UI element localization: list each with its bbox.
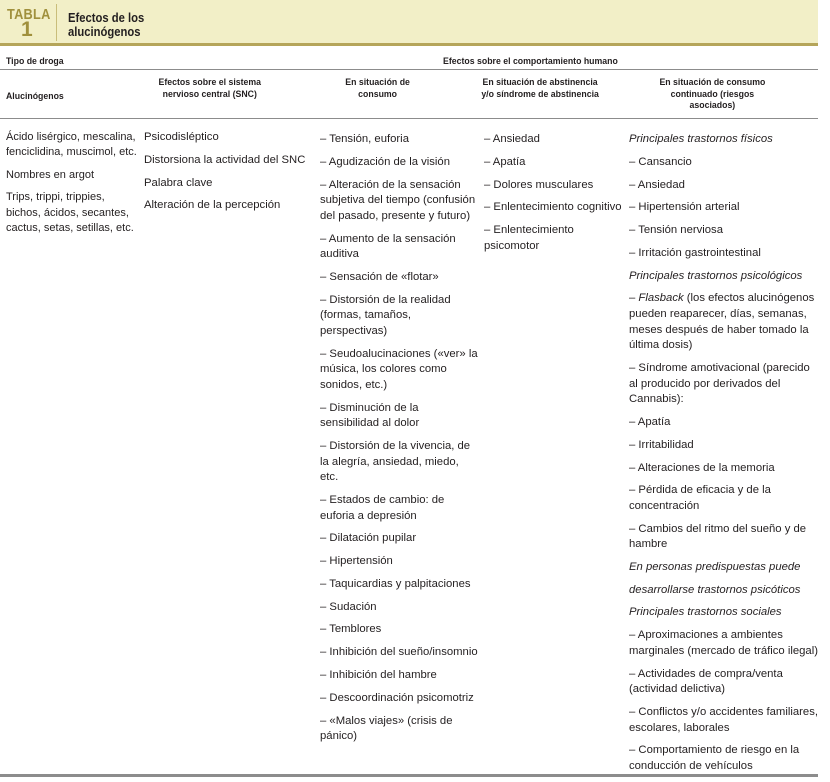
title-divider	[56, 4, 57, 41]
header-snc: Efectos sobre el sistema nervioso central (SNC)	[158, 77, 262, 100]
column-consumo	[320, 132, 478, 752]
list-item: – «Malos viajes» (crisis de pánico)	[320, 714, 453, 743]
table-label: TABLA	[7, 6, 51, 23]
header-alucinogenos: Alucinógenos	[6, 91, 64, 102]
list-item: – Aproximaciones a ambientes marginales (mercado de tráfico ilegal)	[629, 629, 818, 657]
list-item: – Sensación de «flotar»	[320, 270, 439, 283]
list-item: – Agudización de la visión	[320, 155, 451, 168]
list-item: – Distorsión de la realidad (formas, tamaños, perspectivas)	[320, 293, 451, 337]
snc-item: Palabra clave	[144, 176, 213, 189]
list-item: – Apatía	[484, 155, 526, 168]
list-item: – Actividades de compra/venta (actividad delictiva)	[629, 667, 783, 696]
list-item: – Descoordinación psicomotriz	[320, 691, 474, 704]
header-tipo-droga: Tipo de droga	[6, 56, 64, 67]
predispuestas-line-2: desarrollarse trastornos psicóticos	[629, 583, 801, 596]
list-item: – Alteración de la sensación subjetiva del tiempo (confusión del pasado, presente y futuro)	[320, 178, 476, 222]
list-item: – Dolores musculares	[484, 178, 594, 191]
list-item: – Hipertensión	[320, 555, 393, 568]
list-item: – Tensión, euforia	[320, 133, 409, 145]
list-item: – Ansiedad	[629, 178, 685, 191]
header-rule-top	[0, 69, 818, 70]
snc-item: Alteración de la percepción	[144, 199, 281, 212]
list-item: – Estados de cambio: de euforia a depresión	[320, 493, 445, 522]
list-item: – Comportamiento de riesgo en la conducción de vehículos	[629, 744, 800, 772]
sociales-list	[629, 628, 818, 774]
title-band	[0, 0, 818, 45]
header-efectos-comportamiento: Efectos sobre el comportamiento humano	[443, 56, 618, 67]
sociales-heading: Principales trastornos sociales	[629, 606, 782, 619]
list-item: – Taquicardias y palpitaciones	[320, 577, 471, 590]
list-item: – Irritabilidad	[629, 438, 694, 451]
list-item: – Ansiedad	[484, 133, 540, 145]
snc-item: Psicodisléptico	[144, 131, 219, 143]
snc-item: Distorsiona la actividad del SNC	[144, 153, 306, 166]
column-snc	[144, 130, 314, 221]
flasback-term: Flasback	[638, 292, 684, 305]
title-accent-rule	[0, 43, 818, 46]
list-item: – Cambios del ritmo del sueño y de hambre	[629, 522, 807, 551]
list-item: – Distorsión de la vivencia, de la alegría, ansiedad, miedo, etc.	[320, 440, 471, 484]
predispuestas-line-1: En personas predispuestas puede	[629, 561, 801, 574]
table-label-box	[0, 0, 56, 45]
header-continuado: En situación de consumo continuado (riesgos asociados)	[659, 77, 766, 111]
list-item: – Aumento de la sensación auditiva	[320, 232, 456, 261]
psicologicos-list	[629, 361, 818, 553]
table-number: 1	[21, 18, 33, 41]
column-abstinencia	[484, 132, 626, 262]
list-item: – Pérdida de eficacia y de la concentración	[629, 484, 771, 512]
droga-argot-heading: Nombres en argot	[6, 168, 95, 181]
list-item: – Sudación	[320, 600, 377, 613]
column-continuado	[629, 132, 818, 782]
list-item: – Inhibición del hambre	[320, 669, 437, 682]
list-item: – Alteraciones de la memoria	[629, 461, 775, 474]
column-tipo-droga	[6, 130, 140, 243]
droga-argot-names: Trips, trippi, trippies, bichos, ácidos, secantes, cactus, setas, setillas, etc.	[6, 191, 134, 234]
flasback-description: (los efectos alucinógenos pueden reaparecer, días, semanas, meses después de haber tomado la última dosis)	[629, 292, 815, 352]
list-item: – Síndrome amotivacional (parecido al producido por derivados del Cannabis):	[629, 362, 810, 406]
header-consumo: En situación de consumo	[345, 77, 410, 100]
list-item: – Enlentecimiento cognitivo	[484, 201, 622, 214]
fisicos-heading: Principales trastornos físicos	[629, 133, 773, 145]
header-rule-bottom	[0, 118, 818, 119]
list-item: – Irritación gastrointestinal	[629, 246, 761, 259]
list-item: – Inhibición del sueño/insomnio	[320, 646, 478, 659]
fisicos-list	[629, 155, 818, 262]
list-item: – Hipertensión arterial	[629, 201, 740, 214]
list-item: – Tensión nerviosa	[629, 224, 723, 237]
list-item: – Cansancio	[629, 155, 692, 168]
table-title: Efectos de los alucinógenos	[68, 11, 145, 39]
list-item: – Disminución de la sensibilidad al dolor	[320, 401, 420, 430]
psicologicos-heading: Principales trastornos psicológicos	[629, 269, 803, 282]
header-abstinencia: En situación de abstinencia y/o síndrome de abstinencia	[481, 77, 599, 100]
list-item: – Conflictos y/o accidentes familiares, escolares, laborales	[629, 706, 818, 734]
droga-examples: Ácido lisérgico, mescalina, fenciclidina, muscimol, etc.	[6, 131, 137, 159]
list-item: – Apatía	[629, 416, 671, 428]
flasback-item: – Flasback (los efectos alucinógenos pueden reaparecer, días, semanas, meses después de haber tomado la última dosis)	[629, 292, 815, 352]
list-item: – Temblores	[320, 623, 382, 636]
list-item: – Enlentecimiento psicomotor	[484, 224, 574, 252]
list-item: – Seudoalucinaciones («ver» la música, los colores como sonidos, etc.)	[320, 347, 478, 391]
list-item: – Dilatación pupilar	[320, 532, 417, 545]
bottom-rule	[0, 774, 818, 777]
